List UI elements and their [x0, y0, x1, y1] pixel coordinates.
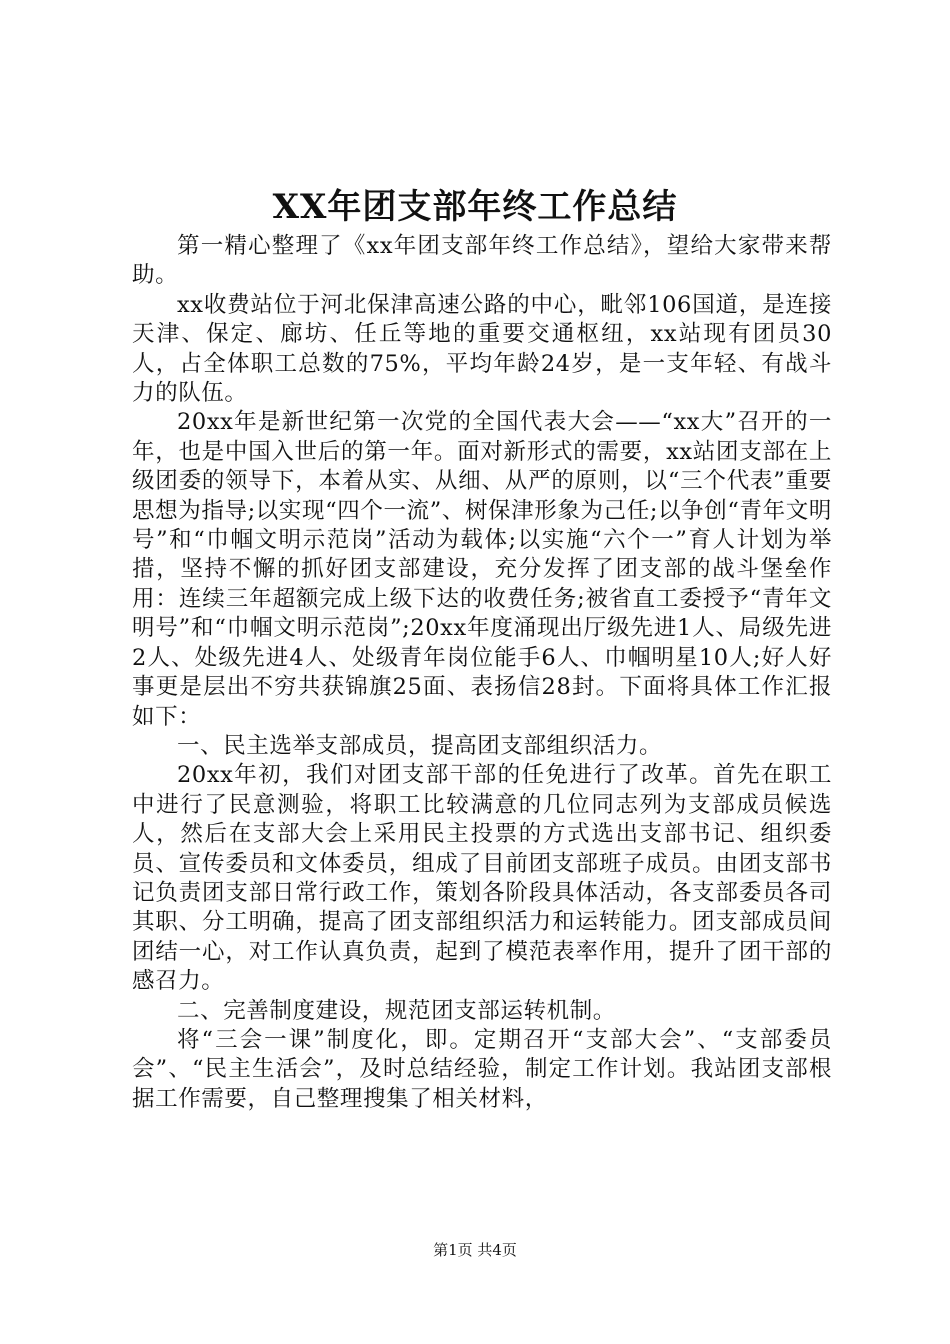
- page-number-footer: 第1页 共4页: [433, 1241, 517, 1259]
- document-title: XX年团支部年终工作总结: [272, 187, 678, 227]
- paragraph-year-summary: 20xx年是新世纪第一次党的全国代表大会——“xx大”召开的一年，也是中国入世后的第一年。面对新形式的需要，xx站团支部在上级团委的领导下，本着从实、从细、从严的原则，以“三个代表”重要思想为指导;以实现“四个一流”、树保津形象为己任;以争创“青年文明号”和“巾帼文明示范岗”活动为载体;以实施“六个一”育人计划为举措，坚持不懈的抓好团支部建设，充分发挥了团支部的战斗堡垒作用：连续三年超额完成上级下达的收费任务;被省直工委授予“青年文明号”和“巾帼文明示范岗”;20xx年度涌现出厅级先进1人、局级先进2人、处级先进4人、处级青年岗位能手6人、巾帼明星10人;好人好事更是层出不穷共获锦旗25面、表扬信28封。下面将具体工作汇报如下：: [132, 409, 832, 730]
- section-heading-2: 二、完善制度建设，规范团支部运转机制。: [177, 997, 616, 1024]
- paragraph-system-building: 将“三会一课”制度化，即。定期召开“支部大会”、“支部委员会”、“民主生活会”，及时总结经验，制定工作计划。我站团支部根据工作需要，自己整理搜集了相关材料，: [132, 1026, 832, 1112]
- section-heading-1: 一、民主选举支部成员，提高团支部组织活力。: [177, 732, 663, 759]
- paragraph-election-reform: 20xx年初，我们对团支部干部的任免进行了改革。首先在职工中进行了民意测验，将职工比较满意的几位同志列为支部成员候选人，然后在支部大会上采用民主投票的方式选出支部书记、组织委员、宣传委员和文体委员，组成了目前团支部班子成员。由团支部书记负责团支部日常行政工作，策划各阶段具体活动，各支部委员各司其职、分工明确，提高了团支部组织活力和运转能力。团支部成员间团结一心，对工作认真负责，起到了模范表率作用，提升了团干部的感召力。: [132, 762, 832, 995]
- paragraph-intro: 第一精心整理了《xx年团支部年终工作总结》，望给大家带来帮助。: [132, 233, 832, 289]
- document-body: [132, 232, 832, 1114]
- paragraph-station-overview: xx收费站位于河北保津高速公路的中心，毗邻106国道，是连接天津、保定、廊坊、任丘等地的重要交通枢纽，xx站现有团员30人，占全体职工总数的75%，平均年龄24岁，是一支年轻、有战斗力的队伍。: [132, 291, 832, 407]
